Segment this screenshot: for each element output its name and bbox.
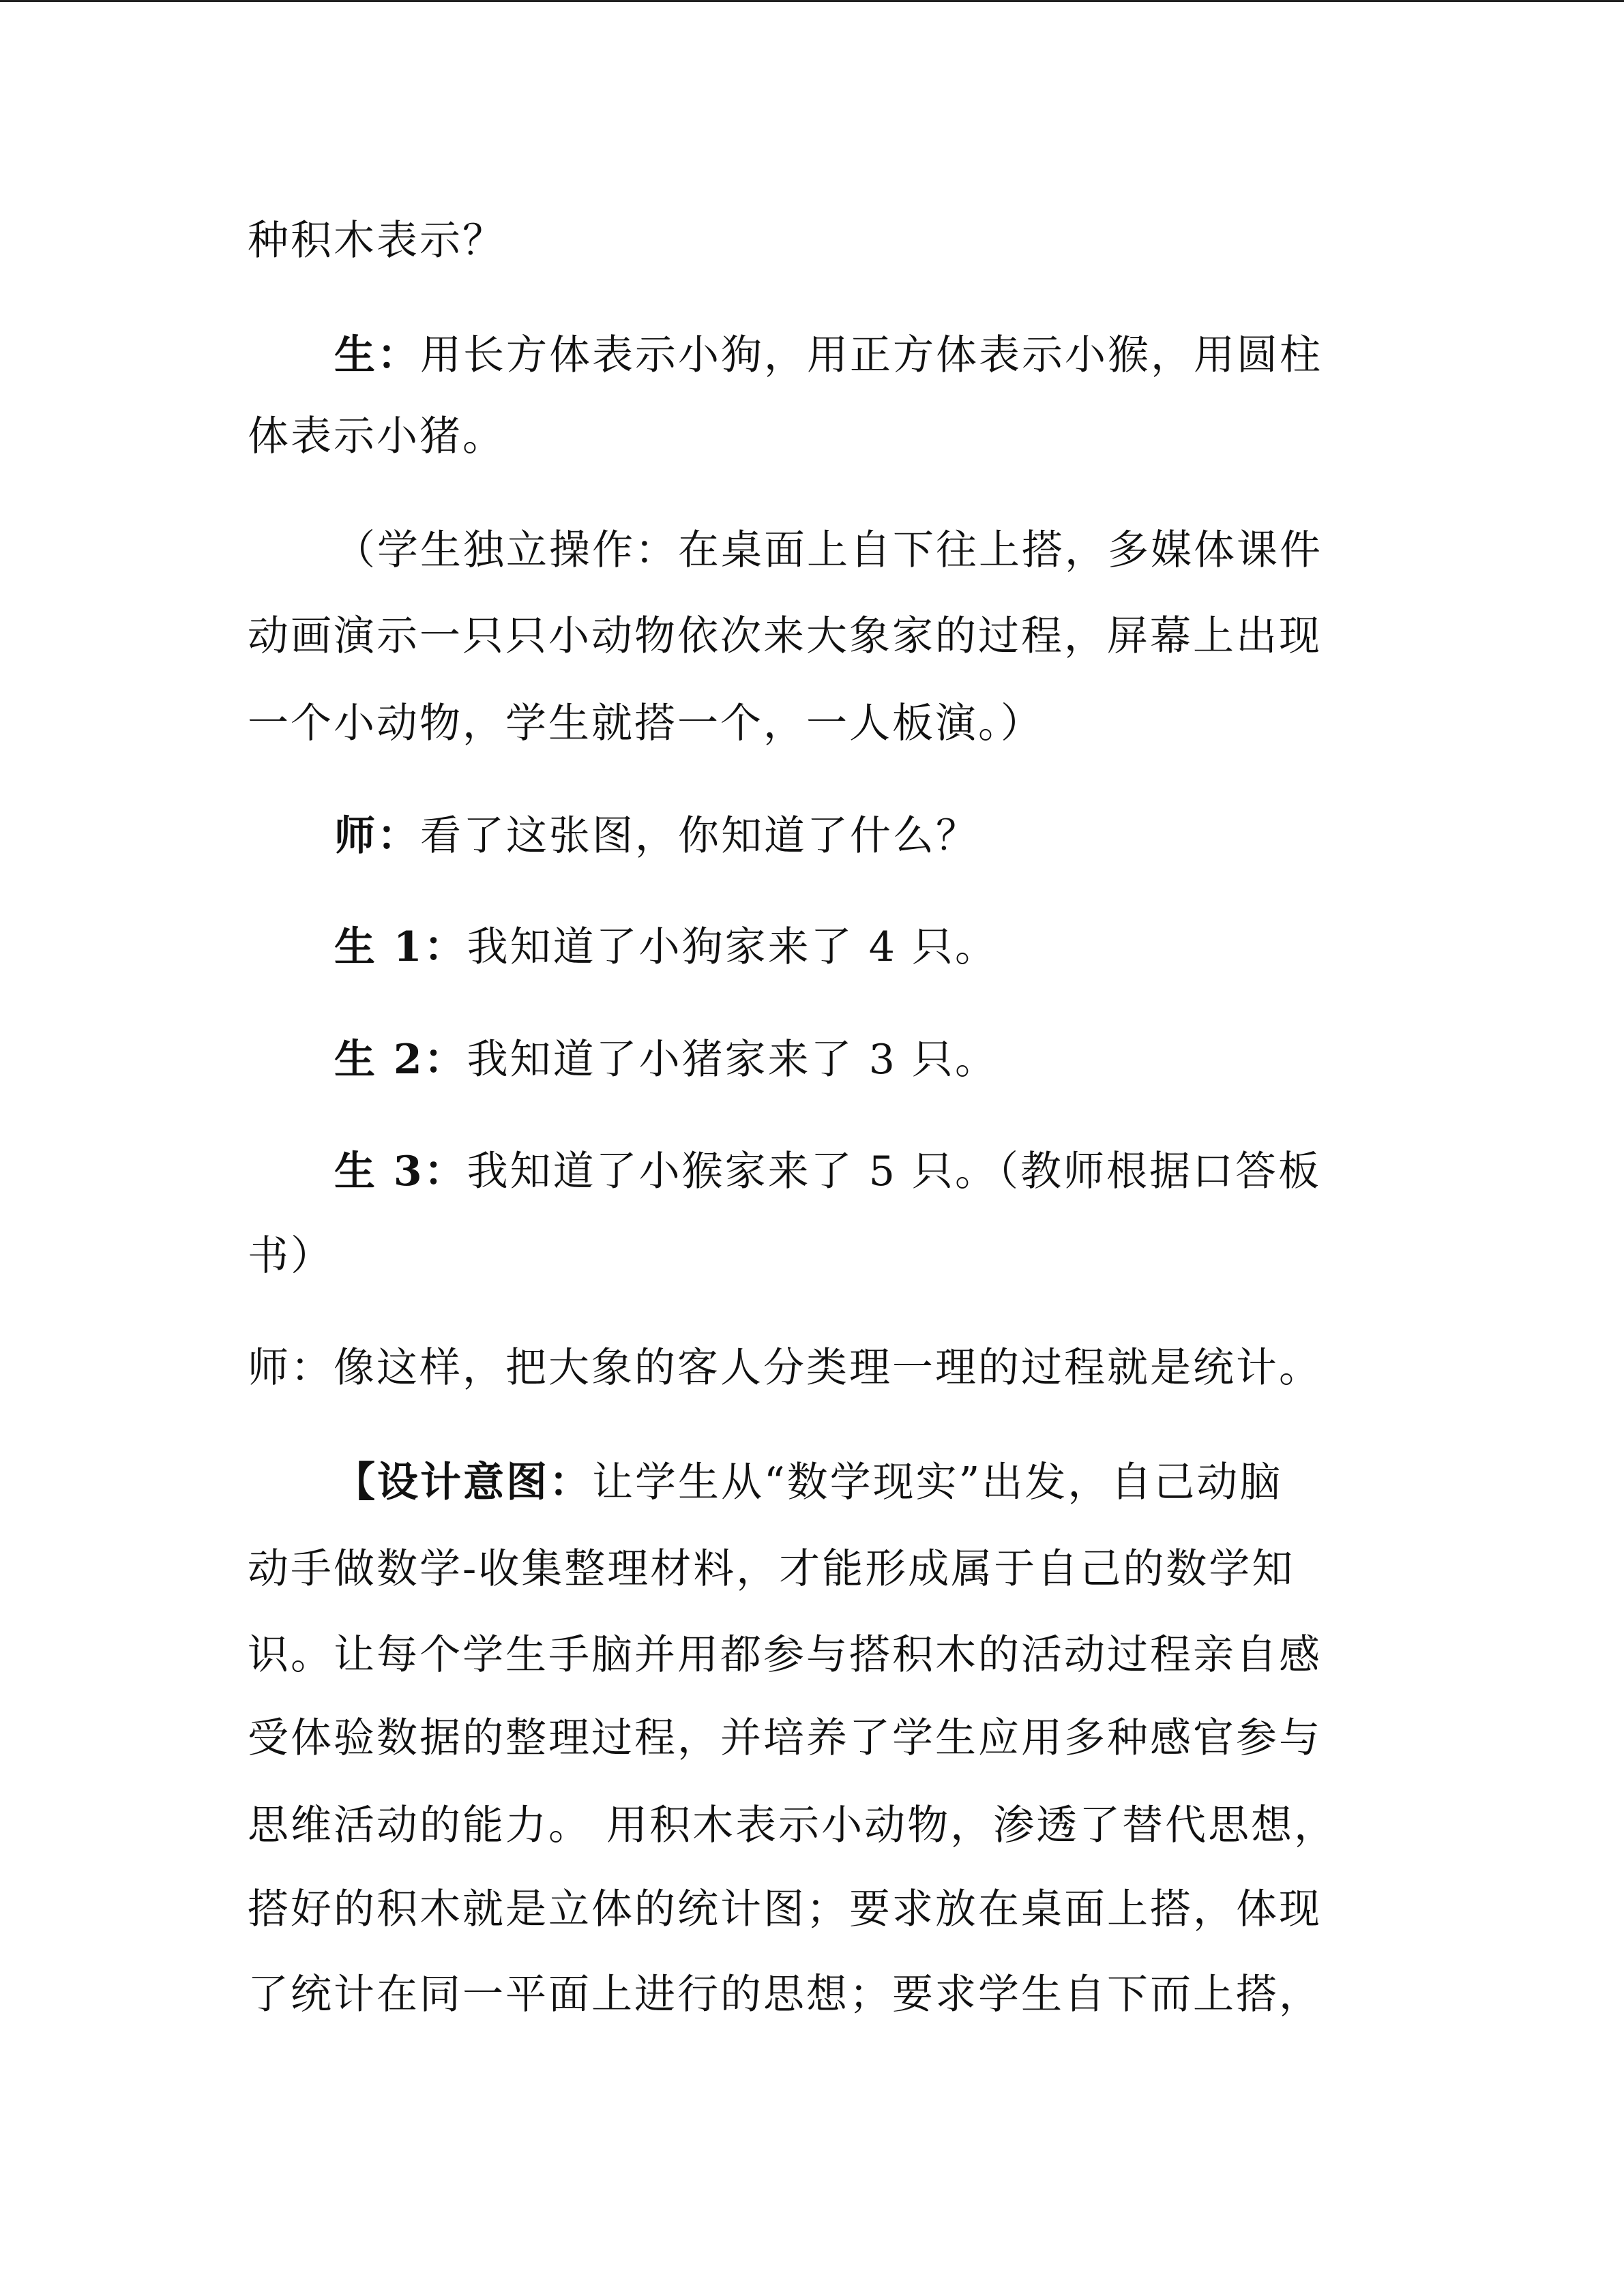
text-run: 种积木表示？ bbox=[248, 217, 505, 265]
text-line bbox=[248, 1542, 1295, 1596]
speaker-label: 生 3： bbox=[334, 1148, 467, 1195]
text-line bbox=[248, 1229, 334, 1283]
text-line bbox=[248, 1711, 1322, 1765]
text-run: 让学生从“数学现实”出发，自己动脑 bbox=[592, 1459, 1283, 1506]
speaker-label: 生 2： bbox=[334, 1036, 467, 1084]
text-run: 识。让每个学生手脑并用都参与搭积木的活动过程亲自感 bbox=[248, 1631, 1322, 1679]
text-line bbox=[334, 1032, 998, 1087]
speaker-label: 生 1： bbox=[334, 923, 467, 971]
text-run: （学生独立操作：在桌面上自下往上搭，多媒体课件 bbox=[334, 526, 1323, 574]
text-line bbox=[248, 213, 505, 268]
text-line bbox=[334, 809, 979, 863]
text-run: 我知道了小狗家来了 4 只。 bbox=[467, 923, 998, 971]
text-line bbox=[334, 523, 1323, 578]
section-label: 【设计意图： bbox=[334, 1459, 592, 1506]
text-line bbox=[248, 1341, 1322, 1395]
speaker-label: 师： bbox=[334, 812, 420, 860]
text-line bbox=[248, 609, 1322, 664]
speaker-label: 生： bbox=[334, 331, 420, 379]
text-line bbox=[248, 1798, 1337, 1853]
text-run: 搭好的积木就是立体的统计图；要求放在桌面上搭，体现 bbox=[248, 1885, 1322, 1933]
text-line bbox=[248, 1967, 1322, 2022]
text-run: 用长方体表示小狗，用正方体表示小猴，用圆柱 bbox=[420, 331, 1323, 379]
text-run: 师：像这样，把大象的客人分类理一理的过程就是统计。 bbox=[248, 1344, 1322, 1392]
text-run: 我知道了小猪家来了 3 只。 bbox=[467, 1036, 998, 1084]
text-line bbox=[334, 1144, 1321, 1199]
text-line bbox=[248, 696, 1044, 751]
text-run: 受体验数据的整理过程，并培养了学生应用多种感官参与 bbox=[248, 1714, 1322, 1762]
text-run: 思维活动的能力。 用积木表示小动物，渗透了替代思想， bbox=[248, 1802, 1338, 1849]
text-line bbox=[334, 920, 998, 974]
text-line bbox=[248, 409, 505, 464]
text-run: 看了这张图，你知道了什么？ bbox=[420, 812, 979, 860]
text-run: 动画演示一只只小动物依次来大象家的过程，屏幕上出现 bbox=[248, 612, 1322, 660]
text-line bbox=[334, 328, 1323, 383]
text-run: 书） bbox=[248, 1232, 334, 1280]
page-top-border bbox=[0, 0, 1624, 2]
text-run: 动手做数学-收集整理材料，才能形成属于自己的数学知 bbox=[248, 1545, 1295, 1593]
text-run: 一个小动物，学生就搭一个，一人板演。） bbox=[248, 700, 1044, 747]
text-line bbox=[334, 1455, 1282, 1510]
text-line bbox=[248, 1628, 1322, 1682]
text-run: 体表示小猪。 bbox=[248, 413, 505, 460]
text-run: 我知道了小猴家来了 5 只。（教师根据口答板 bbox=[467, 1148, 1321, 1195]
text-line bbox=[248, 1882, 1322, 1937]
text-run: 了统计在同一平面上进行的思想；要求学生自下而上搭， bbox=[248, 1971, 1322, 2018]
